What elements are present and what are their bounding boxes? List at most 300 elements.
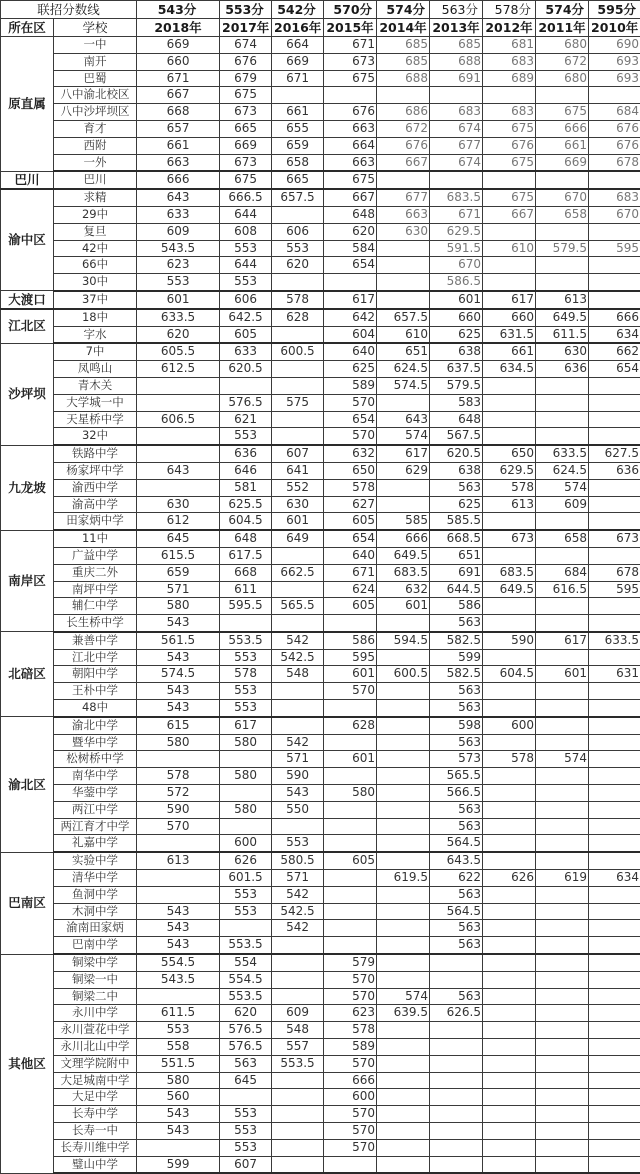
school-name-cell: 两江育才中学 bbox=[54, 818, 137, 835]
score-cell-2014: 651 bbox=[377, 343, 430, 360]
score-cell-2012 bbox=[483, 920, 536, 937]
score-cell-2010 bbox=[589, 377, 640, 394]
score-cell-2014 bbox=[377, 801, 430, 818]
score-cell-2015: 667 bbox=[324, 189, 377, 206]
score-cell-2017: 553 bbox=[220, 700, 272, 717]
score-cell-2013: 668.5 bbox=[430, 530, 483, 547]
score-cell-2010 bbox=[589, 496, 640, 513]
score-cell-2016 bbox=[272, 971, 324, 988]
score-cell-2010 bbox=[589, 785, 640, 802]
score-cell-2015: 570 bbox=[324, 683, 377, 700]
score-cell-2016: 661 bbox=[272, 104, 324, 121]
table-row bbox=[1, 683, 640, 700]
table-row bbox=[1, 411, 640, 428]
score-cell-2015: 580 bbox=[324, 785, 377, 802]
score-cell-2015: 650 bbox=[324, 462, 377, 479]
score-cell-2011 bbox=[536, 920, 589, 937]
score-cell-2011 bbox=[536, 257, 589, 274]
score-cell-2016 bbox=[272, 818, 324, 835]
table-row bbox=[1, 920, 640, 937]
score-cell-2016 bbox=[272, 954, 324, 971]
score-cell-2013: 573 bbox=[430, 751, 483, 768]
score-cell-2010 bbox=[589, 1039, 640, 1056]
score-cell-2013 bbox=[430, 1156, 483, 1173]
score-cell-2013: 563 bbox=[430, 818, 483, 835]
score-cell-2010 bbox=[589, 291, 640, 309]
score-cell-2012: 578 bbox=[483, 751, 536, 768]
score-cell-2018 bbox=[137, 835, 220, 852]
score-cell-2015: 578 bbox=[324, 479, 377, 496]
score-cell-2014: 688 bbox=[377, 70, 430, 87]
district-cell: 原直属 bbox=[1, 37, 54, 172]
score-cell-2010: 662 bbox=[589, 343, 640, 360]
score-cell-2016: 609 bbox=[272, 1005, 324, 1022]
school-name-cell: 江北中学 bbox=[54, 649, 137, 666]
year-2013: 2013年 bbox=[430, 19, 483, 37]
school-name-cell: 木洞中学 bbox=[54, 903, 137, 920]
score-cell-2011 bbox=[536, 615, 589, 632]
score-cell-2013: 585.5 bbox=[430, 513, 483, 530]
score-cell-2013 bbox=[430, 87, 483, 104]
score-cell-2018: 553 bbox=[137, 274, 220, 291]
score-cell-2018: 633.5 bbox=[137, 309, 220, 326]
table-row bbox=[1, 717, 640, 734]
score-cell-2017: 553 bbox=[220, 683, 272, 700]
score-cell-2017: 563 bbox=[220, 1055, 272, 1072]
table-row bbox=[1, 1106, 640, 1123]
score-cell-2016: 542.5 bbox=[272, 903, 324, 920]
score-cell-2017: 611 bbox=[220, 581, 272, 598]
score-cell-2013: 586 bbox=[430, 598, 483, 615]
score-line-2013: 563分 bbox=[430, 1, 483, 19]
score-cell-2015: 601 bbox=[324, 666, 377, 683]
score-cell-2010: 693 bbox=[589, 53, 640, 70]
score-cell-2012 bbox=[483, 937, 536, 954]
score-cell-2018: 643 bbox=[137, 462, 220, 479]
school-name-cell: 30中 bbox=[54, 274, 137, 291]
school-name-cell: 长生桥中学 bbox=[54, 615, 137, 632]
score-cell-2010: 595 bbox=[589, 240, 640, 257]
score-cell-2018 bbox=[137, 1139, 220, 1156]
score-cell-2017: 553 bbox=[220, 1139, 272, 1156]
score-cell-2014 bbox=[377, 886, 430, 903]
table-row bbox=[1, 1123, 640, 1140]
score-cell-2014 bbox=[377, 496, 430, 513]
score-cell-2012: 631.5 bbox=[483, 326, 536, 343]
score-cell-2017: 553 bbox=[220, 274, 272, 291]
score-cell-2010 bbox=[589, 852, 640, 869]
table-row bbox=[1, 394, 640, 411]
table-row bbox=[1, 1089, 640, 1106]
score-cell-2011 bbox=[536, 1055, 589, 1072]
score-cell-2015: 673 bbox=[324, 53, 377, 70]
score-cell-2013: 583 bbox=[430, 394, 483, 411]
score-cell-2018: 671 bbox=[137, 70, 220, 87]
table-title: 联招分数线 bbox=[1, 1, 137, 19]
score-cell-2014: 672 bbox=[377, 120, 430, 137]
score-cell-2014 bbox=[377, 785, 430, 802]
score-cell-2013: 670 bbox=[430, 257, 483, 274]
score-cell-2015: 620 bbox=[324, 223, 377, 240]
score-cell-2011 bbox=[536, 1072, 589, 1089]
district-cell: 大渡口 bbox=[1, 291, 54, 309]
score-cell-2012: 600 bbox=[483, 717, 536, 734]
score-cell-2016 bbox=[272, 615, 324, 632]
school-name-cell: 渝北中学 bbox=[54, 717, 137, 734]
score-cell-2012 bbox=[483, 615, 536, 632]
score-cell-2018: 630 bbox=[137, 496, 220, 513]
score-cell-2011: 658 bbox=[536, 206, 589, 223]
score-line-2017: 553分 bbox=[220, 1, 272, 19]
score-cell-2013: 579.5 bbox=[430, 377, 483, 394]
score-cell-2013: 564.5 bbox=[430, 903, 483, 920]
school-name-cell: 渝西中学 bbox=[54, 479, 137, 496]
school-name-cell: 37中 bbox=[54, 291, 137, 309]
school-name-cell: 重庆二外 bbox=[54, 564, 137, 581]
score-cell-2018: 657 bbox=[137, 120, 220, 137]
score-cell-2012: 667 bbox=[483, 206, 536, 223]
score-cell-2016: 542 bbox=[272, 886, 324, 903]
score-cell-2016: 655 bbox=[272, 120, 324, 137]
score-cell-2011: 670 bbox=[536, 189, 589, 206]
table-row bbox=[1, 598, 640, 615]
score-cell-2014 bbox=[377, 971, 430, 988]
score-cell-2012 bbox=[483, 835, 536, 852]
score-cell-2018: 543 bbox=[137, 649, 220, 666]
year-2011: 2011年 bbox=[536, 19, 589, 37]
score-cell-2012 bbox=[483, 801, 536, 818]
score-cell-2015: 624 bbox=[324, 581, 377, 598]
table-body bbox=[1, 37, 640, 1174]
score-cell-2015 bbox=[324, 818, 377, 835]
score-cell-2018: 620 bbox=[137, 326, 220, 343]
score-cell-2018 bbox=[137, 428, 220, 445]
school-name-cell: 南坪中学 bbox=[54, 581, 137, 598]
score-cell-2018: 601 bbox=[137, 291, 220, 309]
score-cell-2012 bbox=[483, 903, 536, 920]
score-cell-2018: 623 bbox=[137, 257, 220, 274]
score-cell-2015 bbox=[324, 87, 377, 104]
score-cell-2016: 542 bbox=[272, 920, 324, 937]
score-cell-2016 bbox=[272, 683, 324, 700]
score-cell-2011: 624.5 bbox=[536, 462, 589, 479]
score-cell-2011 bbox=[536, 954, 589, 971]
score-cell-2014 bbox=[377, 1123, 430, 1140]
school-name-cell: 7中 bbox=[54, 343, 137, 360]
score-cell-2017: 605 bbox=[220, 326, 272, 343]
school-name-cell: 大学城一中 bbox=[54, 394, 137, 411]
score-cell-2010 bbox=[589, 257, 640, 274]
score-cell-2014 bbox=[377, 768, 430, 785]
score-cell-2014: 667 bbox=[377, 154, 430, 171]
score-cell-2017: 553 bbox=[220, 886, 272, 903]
score-cell-2012 bbox=[483, 1123, 536, 1140]
score-cell-2010: 627.5 bbox=[589, 445, 640, 462]
score-cell-2012: 675 bbox=[483, 154, 536, 171]
score-cell-2014 bbox=[377, 920, 430, 937]
score-cell-2010 bbox=[589, 835, 640, 852]
score-cell-2010: 684 bbox=[589, 104, 640, 121]
score-cell-2016: 607 bbox=[272, 445, 324, 462]
district-cell: 巴南区 bbox=[1, 852, 54, 954]
score-cell-2012: 683 bbox=[483, 104, 536, 121]
score-cell-2013: 643.5 bbox=[430, 852, 483, 869]
score-cell-2011 bbox=[536, 649, 589, 666]
score-cell-2013: 626.5 bbox=[430, 1005, 483, 1022]
score-cell-2014: 610 bbox=[377, 326, 430, 343]
score-cell-2010: 636 bbox=[589, 462, 640, 479]
score-cell-2012: 683.5 bbox=[483, 564, 536, 581]
score-cell-2012 bbox=[483, 988, 536, 1005]
score-cell-2013: 671 bbox=[430, 206, 483, 223]
table-row bbox=[1, 326, 640, 343]
score-cell-2017: 606 bbox=[220, 291, 272, 309]
score-cell-2015 bbox=[324, 274, 377, 291]
score-cell-2017: 553 bbox=[220, 1123, 272, 1140]
score-cell-2011 bbox=[536, 734, 589, 751]
table-row bbox=[1, 1072, 640, 1089]
table-row bbox=[1, 309, 640, 326]
score-cell-2017: 580 bbox=[220, 768, 272, 785]
score-cell-2015: 648 bbox=[324, 206, 377, 223]
score-cell-2018: 571 bbox=[137, 581, 220, 598]
score-cell-2014: 624.5 bbox=[377, 361, 430, 378]
school-name-cell: 字水 bbox=[54, 326, 137, 343]
score-cell-2013: 638 bbox=[430, 343, 483, 360]
score-cell-2015 bbox=[324, 937, 377, 954]
score-cell-2016: 665 bbox=[272, 171, 324, 189]
score-cell-2012 bbox=[483, 223, 536, 240]
score-cell-2012: 604.5 bbox=[483, 666, 536, 683]
score-cell-2010 bbox=[589, 717, 640, 734]
score-cell-2010 bbox=[589, 649, 640, 666]
score-cell-2011: 617 bbox=[536, 632, 589, 649]
table-row bbox=[1, 223, 640, 240]
school-name-cell: 文理学院附中 bbox=[54, 1055, 137, 1072]
score-cell-2010 bbox=[589, 751, 640, 768]
score-cell-2017: 604.5 bbox=[220, 513, 272, 530]
score-cell-2017: 646 bbox=[220, 462, 272, 479]
score-cell-2016 bbox=[272, 700, 324, 717]
table-row bbox=[1, 189, 640, 206]
score-cell-2012: 578 bbox=[483, 479, 536, 496]
score-cell-2018: 554.5 bbox=[137, 954, 220, 971]
score-cell-2015: 663 bbox=[324, 120, 377, 137]
score-cell-2016: 553 bbox=[272, 240, 324, 257]
score-cell-2010: 678 bbox=[589, 564, 640, 581]
score-cell-2016: 590 bbox=[272, 768, 324, 785]
score-cell-2011 bbox=[536, 683, 589, 700]
score-cell-2017: 617 bbox=[220, 717, 272, 734]
score-cell-2015: 570 bbox=[324, 1139, 377, 1156]
school-name-cell: 礼嘉中学 bbox=[54, 835, 137, 852]
score-cell-2016: 671 bbox=[272, 70, 324, 87]
table-row bbox=[1, 377, 640, 394]
score-cell-2016 bbox=[272, 1139, 324, 1156]
score-cell-2017: 553 bbox=[220, 240, 272, 257]
score-cell-2014 bbox=[377, 257, 430, 274]
school-name-cell: 巴川 bbox=[54, 171, 137, 189]
score-cell-2011 bbox=[536, 411, 589, 428]
score-cell-2014: 685 bbox=[377, 53, 430, 70]
score-cell-2011 bbox=[536, 274, 589, 291]
score-cell-2018 bbox=[137, 394, 220, 411]
table-row bbox=[1, 835, 640, 852]
score-cell-2016: 641 bbox=[272, 462, 324, 479]
score-cell-2015 bbox=[324, 886, 377, 903]
score-cell-2017: 665 bbox=[220, 120, 272, 137]
score-cell-2014 bbox=[377, 700, 430, 717]
score-cell-2014: 619.5 bbox=[377, 870, 430, 887]
school-name-cell: 辅仁中学 bbox=[54, 598, 137, 615]
score-cell-2012 bbox=[483, 768, 536, 785]
score-cell-2013: 563 bbox=[430, 988, 483, 1005]
score-cell-2015: 654 bbox=[324, 530, 377, 547]
score-cell-2011 bbox=[536, 988, 589, 1005]
table-row bbox=[1, 886, 640, 903]
score-cell-2017: 578 bbox=[220, 666, 272, 683]
score-cell-2017: 553 bbox=[220, 903, 272, 920]
score-cell-2018: 659 bbox=[137, 564, 220, 581]
school-name-cell: 永川北山中学 bbox=[54, 1039, 137, 1056]
table-row bbox=[1, 649, 640, 666]
score-cell-2016: 542 bbox=[272, 734, 324, 751]
score-cell-2016: 557 bbox=[272, 1039, 324, 1056]
score-cell-2015: 595 bbox=[324, 649, 377, 666]
district-cell: 渝北区 bbox=[1, 717, 54, 852]
score-cell-2012 bbox=[483, 818, 536, 835]
score-cell-2010 bbox=[589, 954, 640, 971]
score-cell-2017: 676 bbox=[220, 53, 272, 70]
score-cell-2012 bbox=[483, 1055, 536, 1072]
score-cell-2016: 662.5 bbox=[272, 564, 324, 581]
table-row bbox=[1, 513, 640, 530]
score-cell-2012: 613 bbox=[483, 496, 536, 513]
score-cell-2014 bbox=[377, 171, 430, 189]
score-cell-2011 bbox=[536, 1156, 589, 1173]
score-cell-2014: 574.5 bbox=[377, 377, 430, 394]
score-cell-2015: 589 bbox=[324, 377, 377, 394]
score-cell-2013: 683 bbox=[430, 104, 483, 121]
table-row bbox=[1, 530, 640, 547]
score-cell-2013 bbox=[430, 1039, 483, 1056]
score-cell-2011 bbox=[536, 937, 589, 954]
score-cell-2013: 565.5 bbox=[430, 768, 483, 785]
score-cell-2014 bbox=[377, 1039, 430, 1056]
score-cell-2016: 601 bbox=[272, 513, 324, 530]
score-cell-2013 bbox=[430, 1139, 483, 1156]
table-row bbox=[1, 666, 640, 683]
score-cell-2018: 543 bbox=[137, 615, 220, 632]
score-cell-2014: 686 bbox=[377, 104, 430, 121]
score-cell-2013: 564.5 bbox=[430, 835, 483, 852]
score-cell-2010: 676 bbox=[589, 137, 640, 154]
year-2016: 2016年 bbox=[272, 19, 324, 37]
score-cell-2015: 570 bbox=[324, 988, 377, 1005]
table-row bbox=[1, 751, 640, 768]
score-cell-2014: 666 bbox=[377, 530, 430, 547]
score-cell-2014: 600.5 bbox=[377, 666, 430, 683]
score-cell-2012: 676 bbox=[483, 137, 536, 154]
score-cell-2010: 666 bbox=[589, 309, 640, 326]
score-cell-2017: 644 bbox=[220, 257, 272, 274]
score-cell-2011 bbox=[536, 223, 589, 240]
score-cell-2014 bbox=[377, 852, 430, 869]
score-cell-2018: 561.5 bbox=[137, 632, 220, 649]
score-cell-2010 bbox=[589, 394, 640, 411]
score-cell-2018: 572 bbox=[137, 785, 220, 802]
table-row bbox=[1, 615, 640, 632]
score-cell-2010 bbox=[589, 223, 640, 240]
score-cell-2011 bbox=[536, 1039, 589, 1056]
score-cell-2017: 674 bbox=[220, 37, 272, 54]
score-cell-2011 bbox=[536, 700, 589, 717]
score-cell-2011: 672 bbox=[536, 53, 589, 70]
score-cell-2010 bbox=[589, 1156, 640, 1173]
score-cell-2010 bbox=[589, 1072, 640, 1089]
score-cell-2016 bbox=[272, 274, 324, 291]
score-cell-2015 bbox=[324, 734, 377, 751]
score-cell-2012: 673 bbox=[483, 530, 536, 547]
score-cell-2017: 620.5 bbox=[220, 361, 272, 378]
score-cell-2017: 666.5 bbox=[220, 189, 272, 206]
score-cell-2018 bbox=[137, 886, 220, 903]
school-name-cell: 田家炳中学 bbox=[54, 513, 137, 530]
score-cell-2014 bbox=[377, 835, 430, 852]
score-cell-2016 bbox=[272, 988, 324, 1005]
score-cell-2011: 680 bbox=[536, 37, 589, 54]
school-name-cell: 实验中学 bbox=[54, 852, 137, 869]
score-cell-2010 bbox=[589, 1022, 640, 1039]
table-row bbox=[1, 104, 640, 121]
score-cell-2012 bbox=[483, 87, 536, 104]
score-cell-2015: 586 bbox=[324, 632, 377, 649]
score-cell-2012 bbox=[483, 1139, 536, 1156]
score-cell-2010: 678 bbox=[589, 154, 640, 171]
school-name-cell: 南开 bbox=[54, 53, 137, 70]
score-cell-2014: 649.5 bbox=[377, 547, 430, 564]
school-column-header: 学校 bbox=[54, 19, 137, 37]
score-cell-2015: 640 bbox=[324, 343, 377, 360]
year-2017: 2017年 bbox=[220, 19, 272, 37]
score-cell-2012: 675 bbox=[483, 120, 536, 137]
score-line-2018: 543分 bbox=[137, 1, 220, 19]
score-cell-2018: 643 bbox=[137, 189, 220, 206]
score-cell-2011 bbox=[536, 513, 589, 530]
score-cell-2010 bbox=[589, 903, 640, 920]
score-cell-2015: 570 bbox=[324, 428, 377, 445]
score-cell-2012 bbox=[483, 683, 536, 700]
score-cell-2017: 554.5 bbox=[220, 971, 272, 988]
score-cell-2010 bbox=[589, 1106, 640, 1123]
score-cell-2013 bbox=[430, 971, 483, 988]
score-cell-2011 bbox=[536, 818, 589, 835]
score-cell-2017: 576.5 bbox=[220, 1022, 272, 1039]
score-cell-2018: 560 bbox=[137, 1089, 220, 1106]
score-cell-2018: 611.5 bbox=[137, 1005, 220, 1022]
score-line-2010: 595分 bbox=[589, 1, 640, 19]
score-cell-2015: 617 bbox=[324, 291, 377, 309]
score-cell-2012: 590 bbox=[483, 632, 536, 649]
score-cell-2014 bbox=[377, 1156, 430, 1173]
score-cell-2014 bbox=[377, 683, 430, 700]
school-name-cell: 八中沙坪坝区 bbox=[54, 104, 137, 121]
district-cell: 渝中区 bbox=[1, 189, 54, 291]
year-2010: 2010年 bbox=[589, 19, 640, 37]
score-cell-2017: 608 bbox=[220, 223, 272, 240]
score-cell-2017: 617.5 bbox=[220, 547, 272, 564]
table-row bbox=[1, 852, 640, 869]
